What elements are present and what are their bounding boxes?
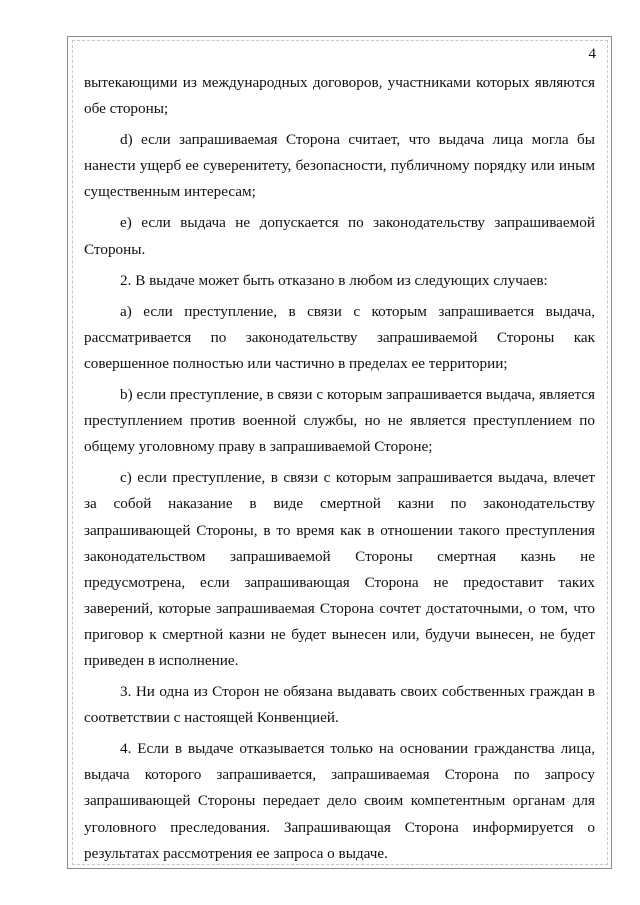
paragraph-item-e: e) если выдача не допускается по законодательству запрашиваемой Стороны.: [84, 214, 595, 258]
paragraph-section-3: 3. Ни одна из Сторон не обязана выдавать своих собственных граждан в соответствии с настоящей Конвенцией.: [84, 683, 595, 727]
document-body: [84, 70, 595, 867]
paragraph-item-d: d) если запрашиваемая Сторона считает, что выдача лица могла бы нанести ущерб ее суверенитету, безопасности, публичному порядку или иным существенным интересам;: [84, 131, 595, 201]
paragraph-section-4: 4. Если в выдаче отказывается только на основании гражданства лица, выдача которого запрашивается, запрашиваемая Сторона по запросу запрашивающей Стороны передает дело своим компетентным органам для уголовного преследования. Запрашивающая Сторона информируется о результатах рассмотрения ее запроса о выдаче.: [84, 740, 595, 862]
paragraph-item-c: c) если преступление, в связи с которым запрашивается выдача, влечет за собой наказание в виде смертной казни по законодательству запрашивающей Стороны, в то время как в отношении такого преступления законодательством запрашиваемой Стороны смертная казнь не предусмотрена, если запрашивающая Сторона не предоставит таких заверений, которые запрашиваемая Сторона сочтет достаточными, о том, что приговор к смертной казни не будет вынесен или, будучи вынесен, не будет приведен в исполнение.: [84, 469, 595, 669]
page-number: 4: [588, 46, 596, 62]
paragraph-continuation: вытекающими из международных договоров, участниками которых являются обе стороны;: [84, 74, 595, 118]
paragraph-section-2: 2. В выдаче может быть отказано в любом из следующих случаев:: [120, 271, 548, 289]
paragraph-item-a: a) если преступление, в связи с которым запрашивается выдача, рассматривается по законодательству запрашиваемой Стороны как совершенное полностью или частично в пределах ее территории;: [84, 302, 595, 372]
paragraph-item-b: b) если преступление, в связи с которым запрашивается выдача, является преступлением против военной службы, но не является преступлением по общему уголовному праву в запрашиваемой Стороне;: [84, 386, 595, 456]
